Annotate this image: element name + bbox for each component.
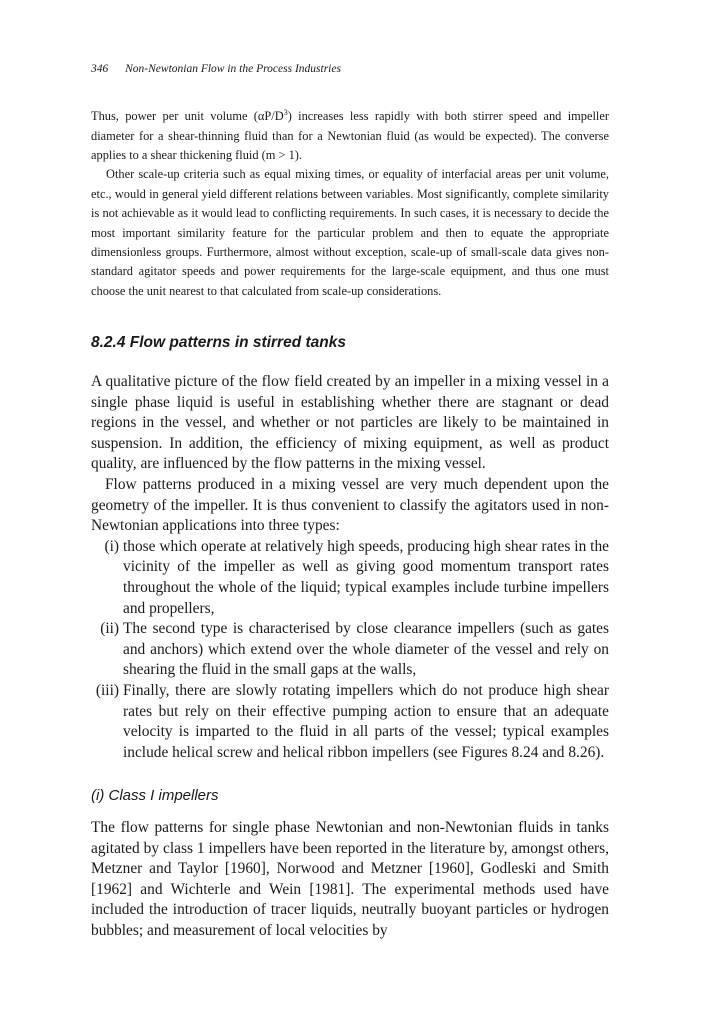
intro-paragraph-2: Other scale-up criteria such as equal mixing times, or equality of interfacial areas per unit volume, etc., would in general yield different relations between variables. Most significantly, complete similarity is not achievable as it would lead to conflicting requirements. In such cases, it is necessary to decide the most important similarity feature for the particular problem and then to equate the appropriate dimensionless groups. Furthermore, almost without exception, scale-up of small-scale data gives non-standard agitator speeds and power requirements for the large-scale equipment, and thus one must choose the unit nearest to that calculated from scale-up considerations. xyxy=(91,167,609,298)
list-item: (iii) Finally, there are slowly rotating impellers which do not produce high shear rates but rely on their effective pumping action to ensure that an adequate velocity is imparted to the fluid in all parts of the vessel; typical examples include helical screw and helical ribbon impellers (see Figures 8.24 and 8.26). xyxy=(95,681,609,761)
section-paragraph-2: Flow patterns produced in a mixing vessel are very much dependent upon the geometry of the impeller. It is thus convenient to classify the agitators used in non-Newtonian applications into three types: xyxy=(91,475,609,535)
impeller-type-list xyxy=(91,537,609,764)
subsection-body xyxy=(91,818,609,942)
intro-paragraph-1: Thus, power per unit volume $(\alpha P/D^3)$ increases less rapidly with both stirrer speed and impeller diameter for a shear-thinning fluid than for a Newtonian fluid (as would be expected). The converse applies to a shear thickening fluid (m > 1). xyxy=(91,108,609,162)
running-title: Non-Newtonian Flow in the Process Industries xyxy=(125,63,341,75)
section-heading: 8.2.4 Flow patterns in stirred tanks xyxy=(91,334,346,351)
list-item: (i) those which operate at relatively high speeds, producing high shear rates in the vicinity of the impeller as well as giving good momentum transport rates throughout the whole of the liquid; typical examples include turbine impellers and propellers, xyxy=(104,537,609,617)
page-number: 346 xyxy=(91,63,109,75)
list-item: (ii) The second type is characterised by close clearance impellers (such as gates and anchors) which extend over the whole diameter of the vessel and rely on shearing the fluid in the small gaps at the walls, xyxy=(100,620,609,679)
subsection-paragraph-1: The flow patterns for single phase Newtonian and non-Newtonian fluids in tanks agitated by class 1 impellers have been reported in the literature by, amongst others, Metzner and Taylor [1960], Norwood and Metzner [1960], Godleski and Smith [1962] and Wichterle and Wein [1981]. The experimental methods used have included the introduction of tracer liquids, neutrally buoyant particles or hydrogen bubbles; and measurement of local velocities by xyxy=(91,819,609,939)
running-header xyxy=(91,63,341,75)
section-paragraph-1: A qualitative picture of the flow field created by an impeller in a mixing vessel in a single phase liquid is useful in establishing whether there are stagnant or dead regions in the vessel, and whether or not particles are likely to be maintained in suspension. In addition, the efficiency of mixing equipment, as well as product quality, are influenced by the flow patterns in the mixing vessel. xyxy=(91,373,609,473)
section-body xyxy=(91,372,609,763)
subsection-heading: (i) Class I impellers xyxy=(91,787,219,804)
intro-text xyxy=(91,103,609,301)
